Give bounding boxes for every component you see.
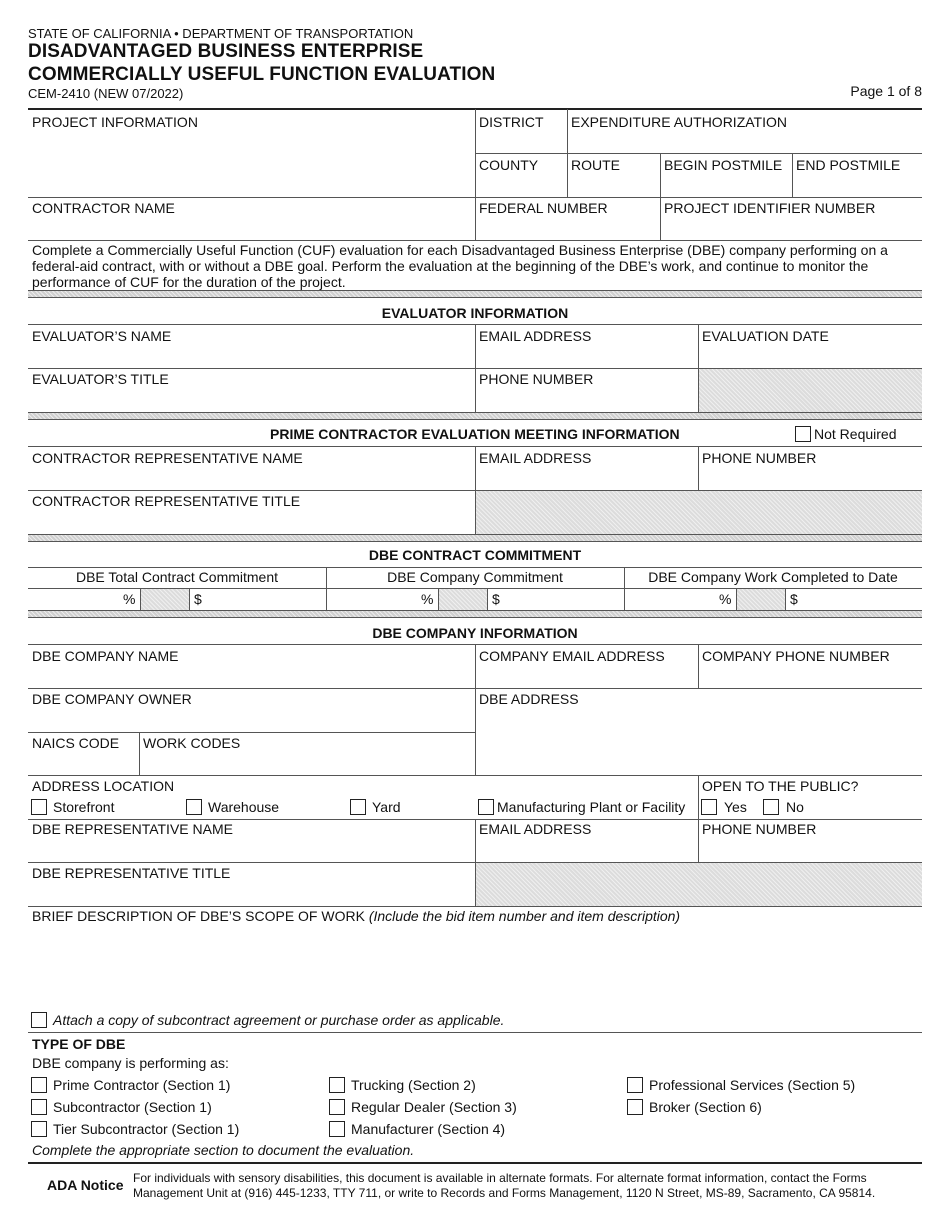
total-dollar-field[interactable]: $ [194, 591, 202, 607]
contractor-rep-name-field[interactable]: CONTRACTOR REPRESENTATIVE NAME [32, 450, 303, 466]
divider [28, 240, 922, 241]
evaluator-phone-field[interactable]: PHONE NUMBER [479, 371, 594, 387]
public-no-label: No [786, 799, 804, 815]
project-identifier-number-field[interactable]: PROJECT IDENTIFIER NUMBER [664, 200, 876, 216]
county-field[interactable]: COUNTY [479, 157, 539, 173]
section-band [28, 610, 922, 618]
completed-dollar-field[interactable]: $ [790, 591, 798, 607]
intro-paragraph: Complete a Commercially Useful Function (CUF) evaluation for each Disadvantaged Business Enterprise (DBE) company performing on a federal-aid contract, with or without a DBE goal. Perform the evaluation at the beginning of the DBE’s work, and continue to monitor the performance of CUF for the duration of the project. [32, 242, 888, 290]
yard-checkbox[interactable] [350, 799, 366, 815]
divider [139, 732, 140, 775]
divider [698, 775, 699, 819]
evaluator-heading: EVALUATOR INFORMATION [381, 305, 569, 321]
warehouse-checkbox[interactable] [186, 799, 202, 815]
divider [698, 819, 699, 862]
shaded-cell [476, 491, 922, 534]
naics-code-field[interactable]: NAICS CODE [32, 735, 120, 751]
manufacturer-checkbox[interactable] [329, 1121, 345, 1137]
form-title-line2: COMMERCIALLY USEFUL FUNCTION EVALUATION [28, 64, 496, 85]
company-email-field[interactable]: COMPANY EMAIL ADDRESS [479, 648, 665, 664]
divider [567, 109, 568, 197]
divider [28, 732, 475, 733]
prime-meeting-heading: PRIME CONTRACTOR EVALUATION MEETING INFORMATION [270, 426, 680, 442]
regular-dealer-label: Regular Dealer (Section 3) [351, 1099, 517, 1115]
attach-copy-label: Attach a copy of subcontract agreement or purchase order as applicable. [53, 1012, 505, 1028]
section-band [28, 534, 922, 542]
address-location-label: ADDRESS LOCATION [32, 778, 175, 794]
manufacturer-label: Manufacturer (Section 4) [351, 1121, 506, 1137]
end-postmile-field[interactable]: END POSTMILE [796, 157, 901, 173]
not-required-label: Not Required [814, 426, 897, 442]
broker-checkbox[interactable] [627, 1099, 643, 1115]
route-field[interactable]: ROUTE [571, 157, 620, 173]
yard-label: Yard [372, 799, 401, 815]
company-phone-field[interactable]: COMPANY PHONE NUMBER [702, 648, 890, 664]
tier-subcontractor-checkbox[interactable] [31, 1121, 47, 1137]
divider [487, 589, 488, 610]
section-band [28, 412, 922, 420]
divider [28, 906, 922, 907]
divider [698, 644, 699, 688]
divider [475, 644, 476, 775]
manufacturing-label: Manufacturing Plant or Facility [497, 799, 686, 815]
ada-notice-text: For individuals with sensory disabilities, this document is available in alternate formats. For alternate format information, contact the Forms Management Unit at (916) 445-1233, TTY 711, or write to Records and Forms Management, 1120 N Street, MS-89, Sacramento, CA 95814. [133, 1171, 876, 1200]
begin-postmile-field[interactable]: BEGIN POSTMILE [664, 157, 783, 173]
tier-subcontractor-label: Tier Subcontractor (Section 1) [53, 1121, 240, 1137]
contractor-rep-title-field[interactable]: CONTRACTOR REPRESENTATIVE TITLE [32, 493, 301, 509]
ada-notice-label: ADA Notice [47, 1177, 124, 1193]
dbe-rep-title-field[interactable]: DBE REPRESENTATIVE TITLE [32, 865, 231, 881]
commitment-heading: DBE CONTRACT COMMITMENT [368, 547, 582, 563]
company-heading: DBE COMPANY INFORMATION [372, 625, 578, 641]
work-completed-header: DBE Company Work Completed to Date [648, 569, 898, 585]
district-field[interactable]: DISTRICT [479, 114, 544, 130]
public-yes-checkbox[interactable] [701, 799, 717, 815]
contractor-name-field[interactable]: CONTRACTOR NAME [32, 200, 175, 216]
dbe-rep-phone-field[interactable]: PHONE NUMBER [702, 821, 817, 837]
divider [785, 589, 786, 610]
manufacturing-checkbox[interactable] [478, 799, 494, 815]
shaded-cell [699, 369, 922, 412]
shaded-cell [737, 589, 785, 610]
divider [28, 567, 922, 568]
divider [28, 1162, 922, 1164]
divider [475, 153, 922, 154]
divider [28, 775, 922, 776]
project-information-field[interactable]: PROJECT INFORMATION [32, 114, 198, 130]
attach-copy-checkbox[interactable] [31, 1012, 47, 1028]
warehouse-label: Warehouse [208, 799, 280, 815]
storefront-checkbox[interactable] [31, 799, 47, 815]
divider [28, 1032, 922, 1033]
performing-as-label: DBE company is performing as: [32, 1055, 229, 1071]
evaluator-title-field[interactable]: EVALUATOR’S TITLE [32, 371, 169, 387]
professional-services-label: Professional Services (Section 5) [649, 1077, 856, 1093]
shaded-cell [141, 589, 189, 610]
evaluation-date-field[interactable]: EVALUATION DATE [702, 328, 829, 344]
section-band [28, 290, 922, 298]
evaluator-email-field[interactable]: EMAIL ADDRESS [479, 328, 592, 344]
total-commitment-header: DBE Total Contract Commitment [75, 569, 279, 585]
public-no-checkbox[interactable] [763, 799, 779, 815]
divider [698, 446, 699, 490]
open-to-public-label: OPEN TO THE PUBLIC? [702, 778, 859, 794]
divider [660, 153, 661, 240]
not-required-checkbox[interactable] [795, 426, 811, 442]
form-number: CEM-2410 (NEW 07/2022) [28, 86, 184, 101]
company-owner-field[interactable]: DBE COMPANY OWNER [32, 691, 192, 707]
professional-services-checkbox[interactable] [627, 1077, 643, 1093]
dbe-rep-name-field[interactable]: DBE REPRESENTATIVE NAME [32, 821, 233, 837]
public-yes-label: Yes [724, 799, 747, 815]
scope-label: BRIEF DESCRIPTION OF DBE’S SCOPE OF WORK [32, 908, 365, 924]
type-of-dbe-heading: TYPE OF DBE [32, 1036, 126, 1052]
shaded-cell [476, 863, 922, 906]
form-title-line1: DISADVANTAGED BUSINESS ENTERPRISE [28, 41, 424, 62]
total-percent-field[interactable]: % [123, 591, 136, 607]
divider [475, 324, 476, 412]
trucking-checkbox[interactable] [329, 1077, 345, 1093]
agency-line: STATE OF CALIFORNIA • DEPARTMENT OF TRANSPORTATION [28, 26, 414, 41]
prime-contractor-checkbox[interactable] [31, 1077, 47, 1093]
expenditure-authorization-field[interactable]: EXPENDITURE AUTHORIZATION [571, 114, 787, 130]
company-name-field[interactable]: DBE COMPANY NAME [32, 648, 179, 664]
divider [189, 589, 190, 610]
instruction-text: Complete the appropriate section to document the evaluation. [32, 1142, 415, 1158]
scope-of-work-field[interactable] [32, 908, 680, 924]
page-number: Page 1 of 8 [850, 83, 922, 99]
divider [792, 153, 793, 197]
subcontractor-label: Subcontractor (Section 1) [53, 1099, 212, 1115]
company-address-field[interactable]: DBE ADDRESS [479, 691, 579, 707]
trucking-label: Trucking (Section 2) [351, 1077, 476, 1093]
work-codes-field[interactable]: WORK CODES [143, 735, 241, 751]
completed-percent-field[interactable]: % [719, 591, 732, 607]
broker-label: Broker (Section 6) [649, 1099, 762, 1115]
contractor-rep-phone-field[interactable]: PHONE NUMBER [702, 450, 817, 466]
federal-number-field[interactable]: FEDERAL NUMBER [479, 200, 608, 216]
company-percent-field[interactable]: % [421, 591, 434, 607]
scope-hint: (Include the bid item number and item description) [368, 908, 681, 924]
shaded-cell [439, 589, 487, 610]
contractor-rep-email-field[interactable]: EMAIL ADDRESS [479, 450, 592, 466]
regular-dealer-checkbox[interactable] [329, 1099, 345, 1115]
subcontractor-checkbox[interactable] [31, 1099, 47, 1115]
dbe-rep-email-field[interactable]: EMAIL ADDRESS [479, 821, 592, 837]
company-dollar-field[interactable]: $ [492, 591, 500, 607]
prime-contractor-label: Prime Contractor (Section 1) [53, 1077, 231, 1093]
divider [475, 109, 476, 240]
storefront-label: Storefront [53, 799, 115, 815]
company-commitment-header: DBE Company Commitment [387, 569, 563, 585]
evaluator-name-field[interactable]: EVALUATOR’S NAME [32, 328, 172, 344]
